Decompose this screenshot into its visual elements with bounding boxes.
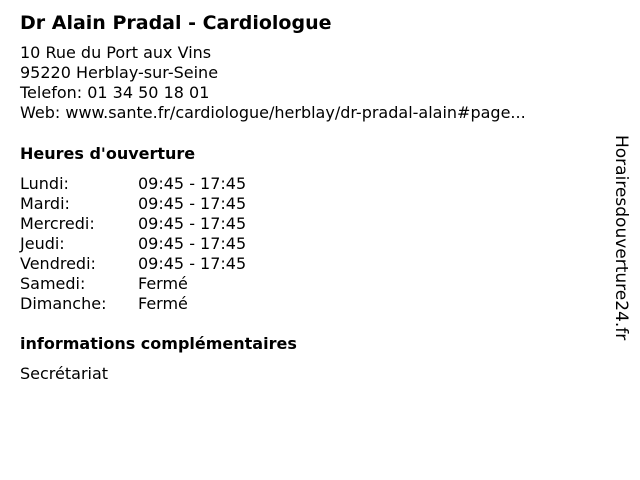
page-title: Dr Alain Pradal - Cardiologue bbox=[20, 12, 332, 34]
address-block bbox=[20, 43, 526, 123]
time-value: 09:45 - 17:45 bbox=[138, 234, 247, 253]
site-watermark bbox=[611, 135, 635, 345]
address-city: 95220 Herblay-sur-Seine bbox=[20, 63, 219, 82]
hours-row-monday bbox=[20, 174, 320, 194]
opening-hours-heading: Heures d'ouverture bbox=[20, 144, 196, 163]
hours-row-tuesday bbox=[20, 194, 320, 214]
time-value: 09:45 - 17:45 bbox=[138, 194, 247, 213]
watermark-text: Horairesdouverture24.fr bbox=[611, 135, 631, 341]
hours-row-thursday bbox=[20, 234, 320, 254]
additional-info-heading: informations complémentaires bbox=[20, 334, 297, 353]
hours-row-sunday bbox=[20, 294, 320, 314]
opening-hours-table bbox=[20, 174, 320, 314]
time-value: Fermé bbox=[138, 274, 188, 293]
hours-row-wednesday bbox=[20, 214, 320, 234]
day-label: Vendredi: bbox=[20, 254, 96, 273]
day-label: Samedi: bbox=[20, 274, 86, 293]
website-link[interactable]: Web: www.sante.fr/cardiologue/herblay/dr-pradal-alain#page... bbox=[20, 103, 526, 122]
day-label: Mardi: bbox=[20, 194, 70, 213]
time-value: 09:45 - 17:45 bbox=[138, 214, 247, 233]
time-value: Fermé bbox=[138, 294, 188, 313]
day-label: Jeudi: bbox=[20, 234, 65, 253]
hours-row-friday bbox=[20, 254, 320, 274]
day-label: Dimanche: bbox=[20, 294, 107, 313]
phone-number: Telefon: 01 34 50 18 01 bbox=[20, 83, 210, 102]
day-label: Lundi: bbox=[20, 174, 69, 193]
address-street: 10 Rue du Port aux Vins bbox=[20, 43, 212, 62]
additional-info-text: Secrétariat bbox=[20, 364, 109, 383]
time-value: 09:45 - 17:45 bbox=[138, 174, 247, 193]
day-label: Mercredi: bbox=[20, 214, 95, 233]
time-value: 09:45 - 17:45 bbox=[138, 254, 247, 273]
hours-row-saturday bbox=[20, 274, 320, 294]
